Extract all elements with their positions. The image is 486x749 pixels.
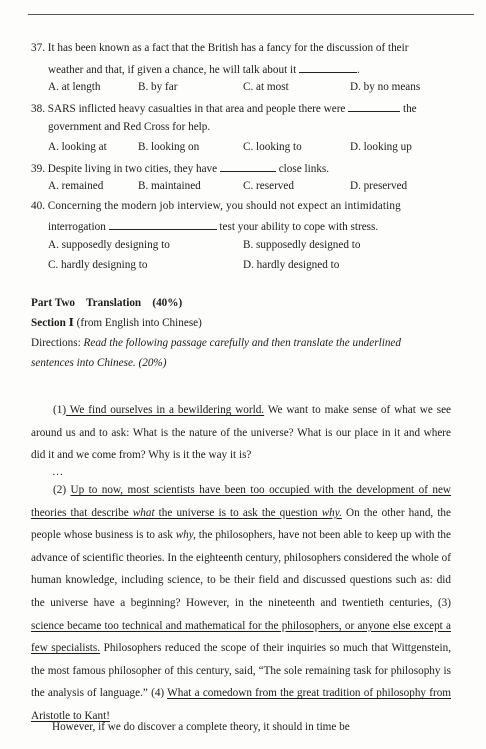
directions-label: Directions: — [31, 337, 81, 349]
part-heading — [31, 296, 182, 310]
answer-blank — [348, 100, 400, 112]
directions-line1 — [31, 336, 401, 350]
option-c: C. looking to — [243, 141, 302, 153]
question-number: 38. — [31, 103, 45, 115]
option-d: D. looking up — [350, 141, 412, 153]
option-b: B. supposedly designed to — [243, 239, 361, 251]
question-text: Despite living in two cities, they have — [47, 163, 218, 175]
section-label: Section Ⅰ — [31, 317, 74, 329]
option-a: A. at length — [48, 81, 101, 93]
question-37-line1 — [31, 41, 408, 55]
option-d: D. by no means — [350, 81, 421, 93]
answer-blank — [109, 218, 217, 230]
directions-line2: sentences into Chinese. (20%) — [31, 357, 167, 369]
question-40-line1 — [31, 199, 401, 213]
question-text-end: the — [402, 103, 417, 115]
top-rule — [28, 14, 474, 15]
directions-text: Read the following passage carefully and then translate the underlined — [83, 337, 401, 349]
sentence-number: (2) — [53, 484, 67, 496]
passage-paragraph-2 — [31, 479, 451, 728]
passage-paragraph-1 — [31, 399, 451, 467]
passage-paragraph-3: However, if we do discover a complete theory, it should in time be — [52, 721, 350, 733]
question-text: weather and that, if given a chance, he will talk about it — [48, 64, 297, 76]
question-text-end: test your ability to cope with stress. — [219, 221, 379, 233]
passage-text: why. — [321, 506, 342, 519]
option-c: C. hardly designing to — [48, 259, 148, 271]
sentence-number: (1) — [53, 404, 67, 416]
passage-text: Up to now, most scientists have been too occupied with the development of new theories that describe — [31, 484, 452, 519]
question-number: 37. — [31, 42, 45, 54]
question-38-line1 — [31, 100, 417, 116]
option-a: A. remained — [48, 180, 104, 192]
option-d: D. hardly designed to — [243, 259, 340, 271]
part-subtitle: Translation — [86, 297, 142, 309]
answer-blank — [299, 61, 357, 73]
underlined-sentence-3: science became too technical and mathematical for the philosophers, or anyone else except a few specialists. — [31, 619, 451, 655]
part-weight: (40%) — [152, 297, 183, 309]
option-b: B. maintained — [138, 180, 201, 192]
option-a: A. supposedly designing to — [48, 239, 170, 251]
question-text: interrogation — [48, 221, 106, 233]
option-c: C. at most — [243, 81, 289, 93]
question-text: SARS inflicted heavy casualties in that area and people there were — [47, 103, 346, 115]
answer-blank — [220, 160, 276, 172]
underlined-sentence-4: What a comedown from the great tradition of philosophy from Aristotle to Kant! — [31, 687, 451, 722]
option-b: B. by far — [138, 81, 178, 93]
question-text-end: close links. — [278, 163, 330, 175]
part-title: Part Two — [31, 297, 76, 309]
passage-text: why, — [175, 529, 196, 542]
question-text: Concerning the modern job interview, you should not expect an intimidating — [47, 200, 401, 212]
passage-text: We want to make sense of what we see around us and to ask: What is the nature of the universe? What is our place in it and where did it and we come from? Why is it the way it is? — [31, 404, 452, 462]
question-number: 39. — [31, 163, 45, 175]
section-desc: (from English into Chinese) — [76, 317, 202, 329]
passage-text: On the other hand, the people whose business is to ask — [31, 506, 451, 542]
passage-text: the philosophers, have not been able to keep up with the advance of scientific theories. In the eighteenth century, philosophers considered the whole of human knowledge, including science, to be their field and discussed questions such as: did the universe have a beginning? However, in the nineteenth and twentieth centuries, (3) — [31, 529, 451, 609]
ellipsis: … — [52, 466, 64, 478]
option-c: C. reserved — [243, 180, 294, 192]
underlined-sentence-1: We find ourselves in a bewildering world. — [66, 404, 265, 416]
option-a: A. looking at — [48, 141, 107, 153]
passage-text: Philosophers reduced the scope of their inquiries so much that Wittgenstein, the most famous philosopher of this century, said, “The sole remaining task for philosophy is the analysis of language.” (4) — [31, 642, 451, 700]
section-heading — [31, 316, 202, 330]
question-text-end: . — [357, 64, 360, 76]
option-b: B. looking on — [138, 141, 200, 153]
question-38-line2: government and Red Cross for help. — [48, 121, 211, 133]
question-39-line1 — [31, 160, 329, 176]
question-40-line2 — [48, 218, 378, 234]
question-number: 40. — [31, 200, 45, 212]
question-37-line2 — [48, 61, 360, 77]
passage-text: what — [132, 506, 155, 519]
option-d: D. preserved — [350, 180, 408, 192]
question-text: It has been known as a fact that the British has a fancy for the discussion of their — [47, 42, 409, 54]
passage-text: the universe is to ask the question — [154, 506, 322, 519]
